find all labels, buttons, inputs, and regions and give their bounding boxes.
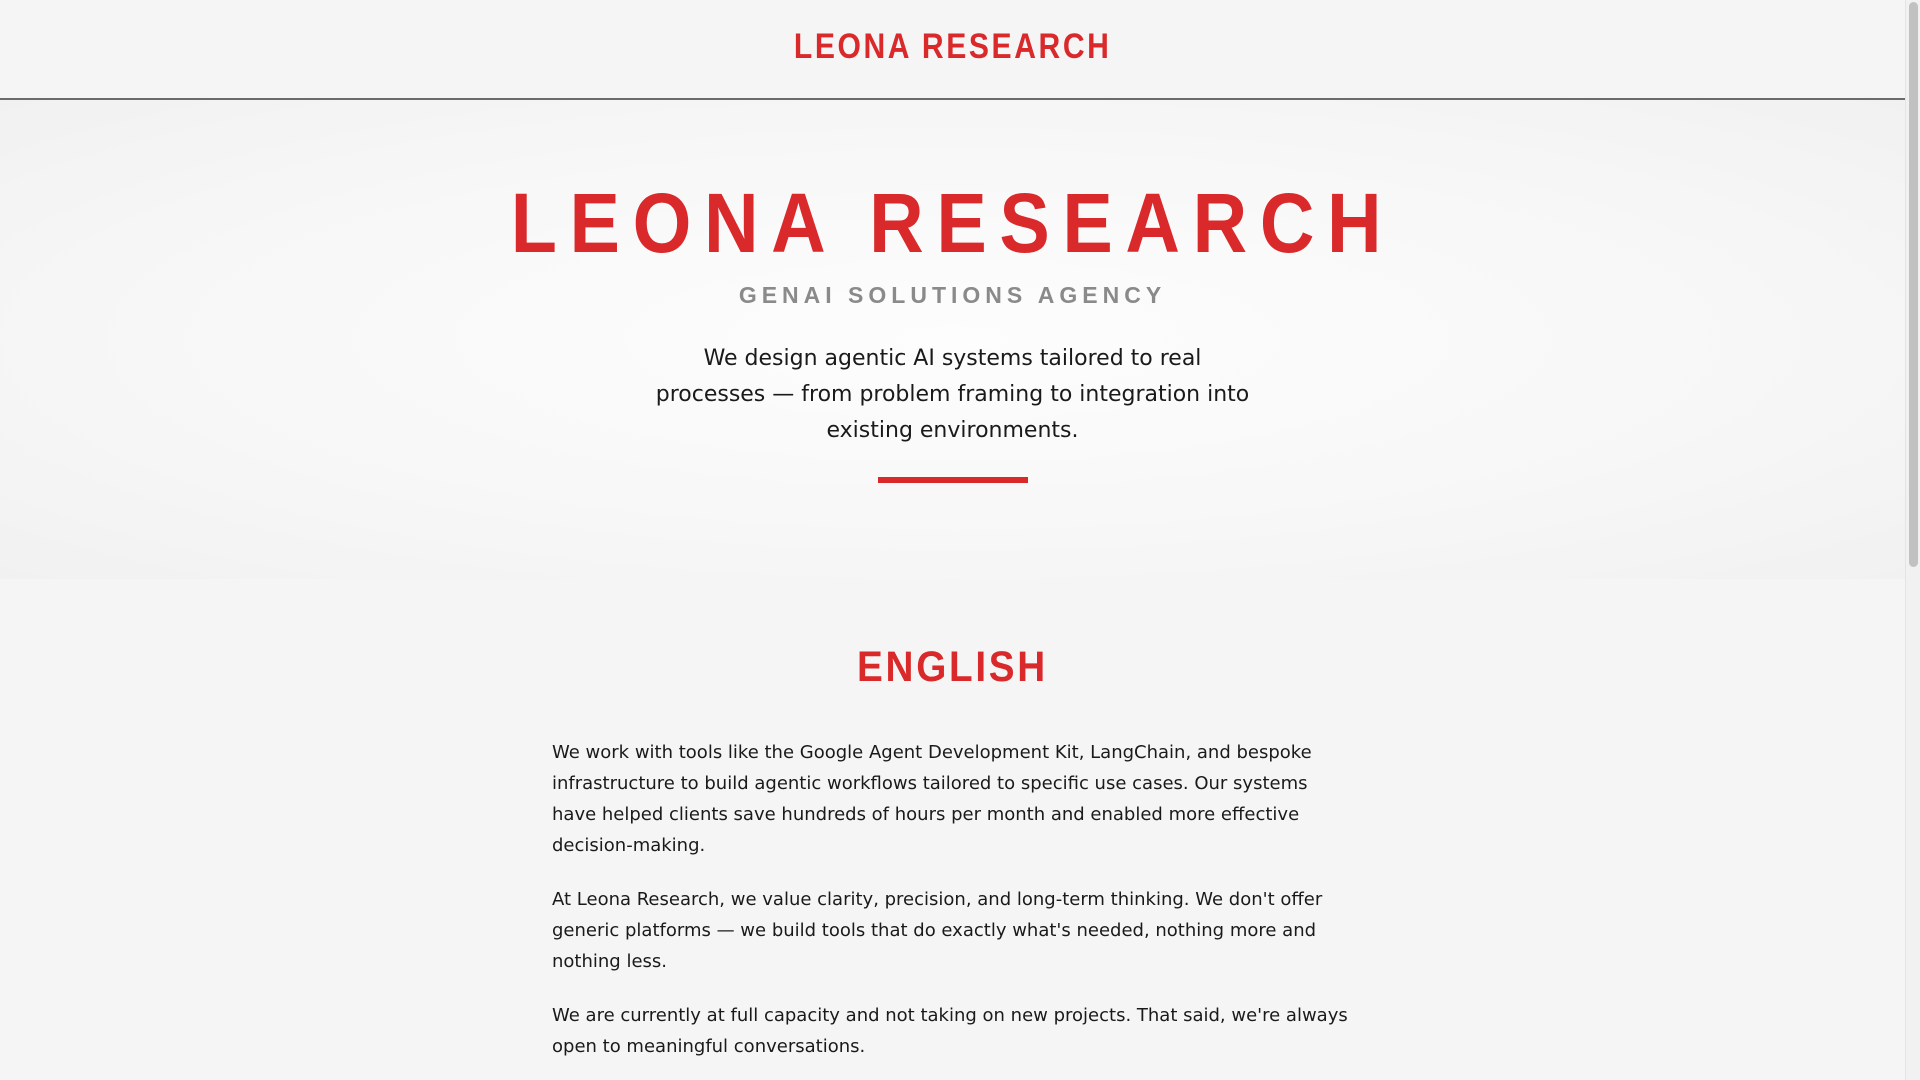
english-section	[0, 579, 1905, 1080]
hero-title: LEONA RESEARCH	[510, 176, 1395, 270]
hero-divider	[878, 477, 1028, 483]
brand-logo-link[interactable]: LEONA RESEARCH	[793, 27, 1112, 66]
section-body	[552, 737, 1352, 1080]
hero-section	[0, 100, 1905, 579]
hero-description-line: processes — from problem framing to integration into	[655, 382, 1250, 407]
scrollbar-thumb[interactable]	[1909, 2, 1918, 567]
site-header	[0, 0, 1905, 100]
body-paragraph: We work with tools like the Google Agent Development Kit, LangChain, and bespoke infrastructure to build agentic workflows tailored to specific use cases. Our systems have helped clients save hundreds of hours per month and enabled more effective decision-making.	[552, 742, 1312, 856]
body-paragraph: At Leona Research, we value clarity, precision, and long-term thinking. We don't offer generic platforms — we build tools that do exactly what's needed, nothing more and nothing less.	[552, 889, 1323, 972]
vertical-scrollbar[interactable]	[1905, 0, 1920, 1080]
section-heading: ENGLISH	[857, 643, 1048, 691]
hero-description	[643, 341, 1263, 449]
hero-subtitle: GENAI SOLUTIONS AGENCY	[738, 282, 1167, 308]
hero-description-line: We design agentic AI systems tailored to real	[703, 346, 1202, 371]
hero-description-line: existing environments.	[826, 418, 1079, 443]
body-paragraph: We are currently at full capacity and not taking on new projects. That said, we're always open to meaningful conversations.	[552, 1005, 1348, 1057]
